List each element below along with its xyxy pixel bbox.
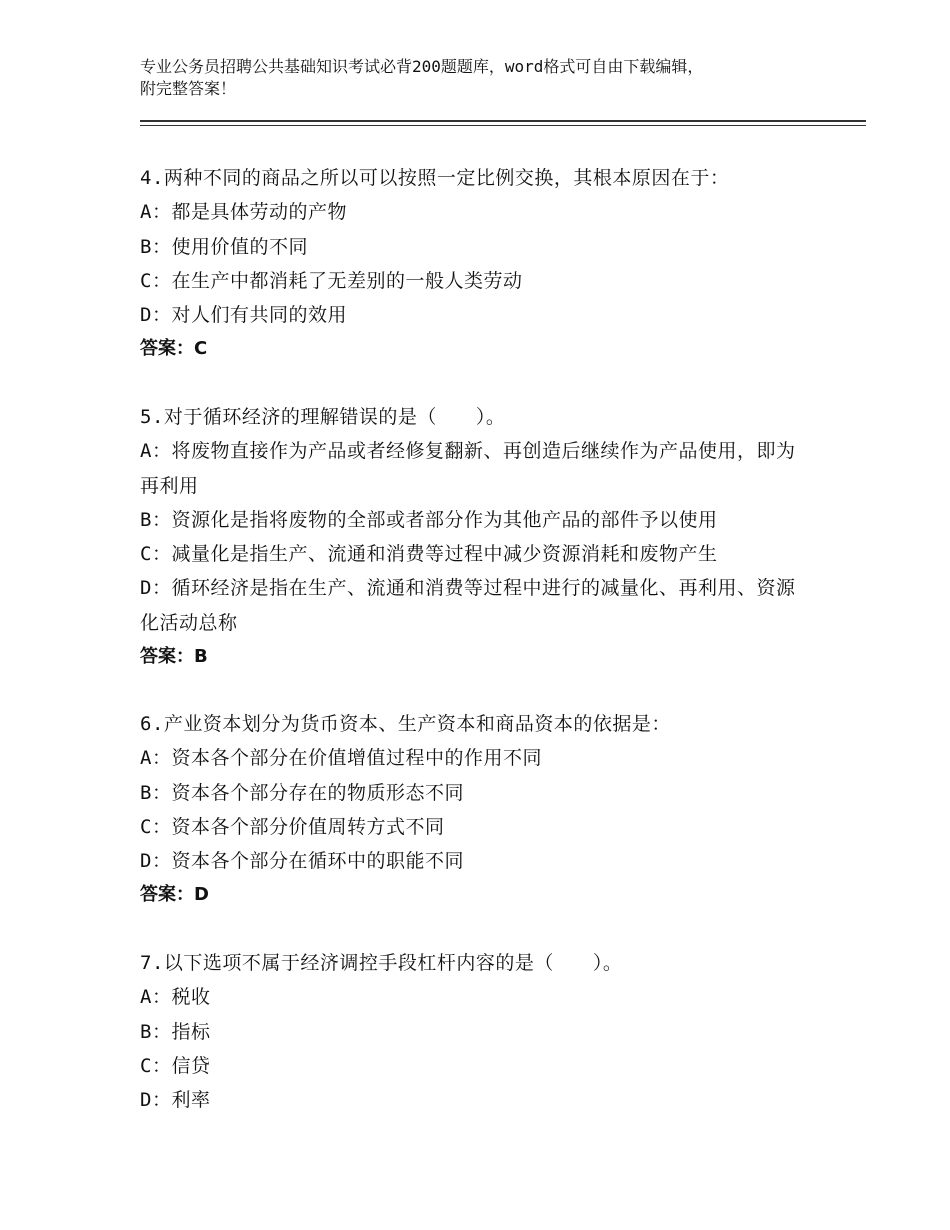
header-rule-thick [140, 120, 866, 122]
option-b: B：使用价值的不同 [140, 235, 308, 258]
answer-label: 答案：B [140, 646, 208, 668]
document-header [140, 56, 840, 100]
option-a: A：将废物直接作为产品或者经修复翻新、再创造后继续作为产品使用，即为再利用 [140, 440, 796, 497]
option-b: B：指标 [140, 1020, 211, 1043]
option-c: C：减量化是指生产、流通和消费等过程中减少资源消耗和废物产生 [140, 543, 718, 566]
header-line-1: 专业公务员招聘公共基础知识考试必背200题题库，word格式可自由下载编辑， [140, 57, 704, 76]
option-d: D：资本各个部分在循环中的职能不同 [140, 850, 464, 873]
question-stem: 6.产业资本划分为货币资本、生产资本和商品资本的依据是： [140, 713, 671, 735]
question-6 [140, 707, 800, 913]
option-a: A：资本各个部分在价值增值过程中的作用不同 [140, 747, 542, 770]
option-b: B：资本各个部分存在的物质形态不同 [140, 781, 464, 804]
option-c: C：信贷 [140, 1054, 211, 1077]
option-d: D：利率 [140, 1089, 211, 1112]
question-stem: 5.对于循环经济的理解错误的是（ ）。 [140, 406, 506, 428]
option-d: D：循环经济是指在生产、流通和消费等过程中进行的减量化、再利用、资源化活动总称 [140, 577, 796, 634]
answer-label: 答案：C [140, 338, 208, 360]
answer-label: 答案：D [140, 884, 209, 906]
question-4 [140, 161, 800, 367]
question-stem: 4.两种不同的商品之所以可以按照一定比例交换，其根本原因在于： [140, 167, 730, 189]
option-d: D：对人们有共同的效用 [140, 304, 347, 327]
question-stem: 7.以下选项不属于经济调控手段杠杆内容的是（ ）。 [140, 952, 623, 974]
question-5 [140, 400, 800, 674]
question-7 [140, 946, 800, 1117]
option-a: A：都是具体劳动的产物 [140, 201, 347, 224]
option-c: C：在生产中都消耗了无差别的一般人类劳动 [140, 269, 523, 292]
option-c: C：资本各个部分价值周转方式不同 [140, 815, 445, 838]
option-b: B：资源化是指将废物的全部或者部分作为其他产品的部件予以使用 [140, 508, 718, 531]
header-rule-thin [140, 125, 866, 126]
option-a: A：税收 [140, 986, 211, 1009]
header-line-2: 附完整答案！ [140, 79, 237, 98]
